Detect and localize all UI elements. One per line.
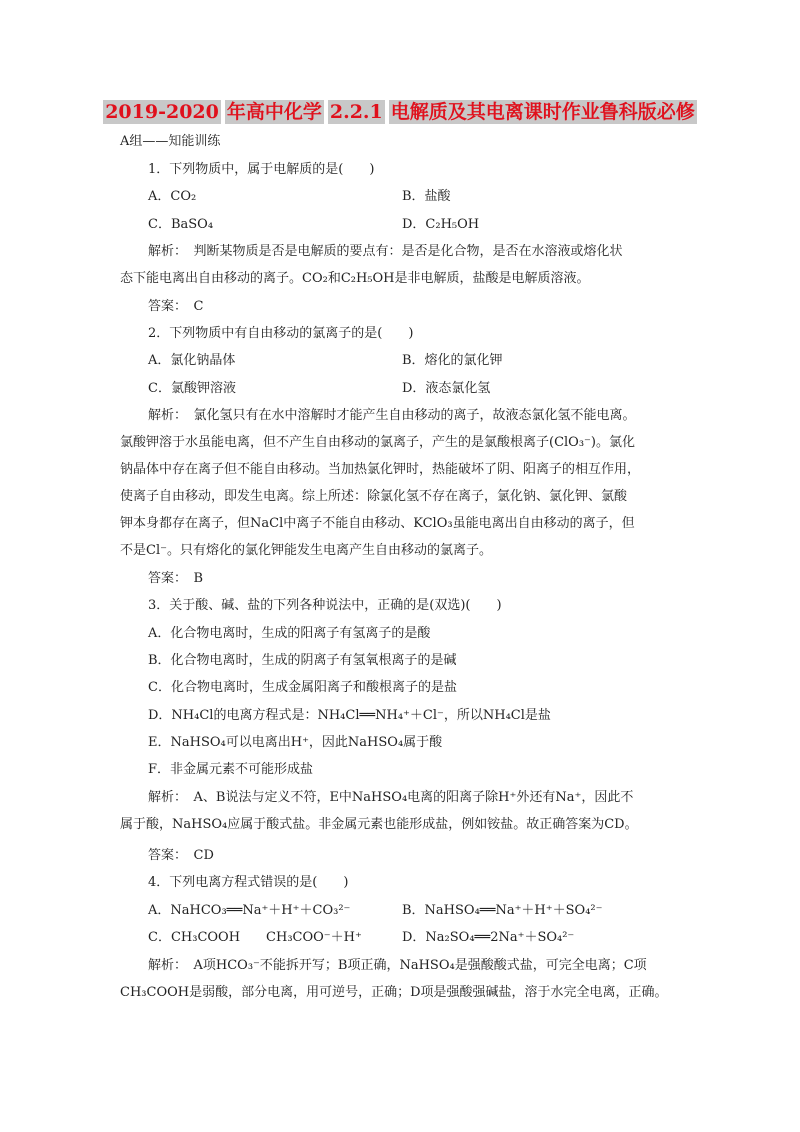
option-right: B．盐酸	[402, 189, 451, 204]
text-line: A．氯化钠晶体	[148, 353, 236, 368]
option-right: D．液态氯化氢	[402, 381, 491, 396]
text-line: A．NaHCO₃══Na⁺＋H⁺＋CO₃²⁻	[148, 903, 351, 918]
text-line: D．NH₄Cl的电离方程式是：NH₄Cl══NH₄⁺＋Cl⁻，所以NH₄Cl是盐	[148, 708, 551, 723]
title-part: 年高中化学	[226, 101, 322, 123]
text-line: 解析： A项HCO₃⁻不能拆开写；B项正确，NaHSO₄是强酸酸式盐，可完全电离；C项	[148, 958, 647, 973]
text-line: A．CO₂	[148, 189, 197, 204]
title-part: 2019-2020	[105, 101, 219, 123]
text-line: 3．关于酸、碱、盐的下列各种说法中，正确的是(双选)( )	[148, 598, 502, 613]
text-line: E．NaHSO₄可以电离出H⁺，因此NaHSO₄属于酸	[148, 735, 443, 750]
text-line: 不是Cl⁻。只有熔化的氯化钾能发生电离产生自由移动的氯离子。	[120, 543, 492, 558]
text-line: 解析： A、B说法与定义不符，E中NaHSO₄电离的阳离子除H⁺外还有Na⁺，因此不	[148, 790, 634, 805]
text-line: F．非金属元素不可能形成盐	[148, 762, 314, 777]
text-line: 态下能电离出自由移动的离子。CO₂和C₂H₅OH是非电解质，盐酸是电解质溶液。	[120, 271, 590, 286]
text-line: 使离子自由移动，即发生电离。综上所述：除氯化氢不存在离子，氯化钠、氯化钾、氯酸	[120, 489, 628, 504]
option-right: B．熔化的氯化钾	[402, 353, 503, 368]
text-line: 1．下列物质中，属于电解质的是( )	[148, 162, 375, 177]
text-line: C．氯酸钾溶液	[148, 381, 236, 396]
text-line: 4．下列电离方程式错误的是( )	[148, 875, 349, 890]
text-line: 答案： B	[148, 571, 204, 586]
title-part: 电解质及其电离课时作业鲁科版必修	[390, 101, 695, 123]
text-line: C．化合物电离时，生成金属阳离子和酸根离子的是盐	[148, 680, 457, 695]
option-right: B．NaHSO₄══Na⁺＋H⁺＋SO₄²⁻	[402, 903, 603, 918]
text-line: 解析： 氯化氢只有在水中溶解时才能产生自由移动的离子，故液态氯化氢不能电离。	[148, 408, 636, 423]
document-title	[0, 97, 800, 124]
title-part: 2.2.1	[329, 101, 383, 123]
option-right: D．Na₂SO₄══2Na⁺＋SO₄²⁻	[402, 930, 575, 945]
option-right: D．C₂H₅OH	[402, 217, 480, 232]
text-line: 答案： CD	[148, 848, 214, 863]
text-line: C．CH₃COOH CH₃COO⁻＋H⁺	[148, 930, 362, 945]
text-line: 钾本身都存在离子，但NaCl中离子不能自由移动、KClO₃虽能电离出自由移动的离子，但	[120, 516, 635, 531]
text-line: 氯酸钾溶于水虽能电离，但不产生自由移动的氯离子，产生的是氯酸根离子(ClO₃⁻)。氯化	[120, 435, 635, 450]
text-line: 答案： C	[148, 299, 204, 314]
text-line: A．化合物电离时，生成的阳离子有氢离子的是酸	[148, 626, 431, 641]
text-line: 2．下列物质中有自由移动的氯离子的是( )	[148, 326, 414, 341]
text-line: A组——知能训练	[120, 134, 221, 149]
text-line: 属于酸，NaHSO₄应属于酸式盐。非金属元素也能形成盐，例如铵盐。故正确答案为CD。	[120, 817, 638, 832]
text-line: C．BaSO₄	[148, 217, 214, 232]
text-line: 解析： 判断某物质是否是电解质的要点有：是否是化合物，是否在水溶液或熔化状	[148, 244, 623, 259]
text-line: B．化合物电离时，生成的阴离子有氢氧根离子的是碱	[148, 653, 457, 668]
text-line: 钠晶体中存在离子但不能自由移动。当加热氯化钾时，热能破坏了阴、阳离子的相互作用，	[120, 462, 641, 477]
text-line: CH₃COOH是弱酸，部分电离，用可逆号，正确；D项是强酸强碱盐，溶于水完全电离，正确。	[120, 985, 668, 1000]
